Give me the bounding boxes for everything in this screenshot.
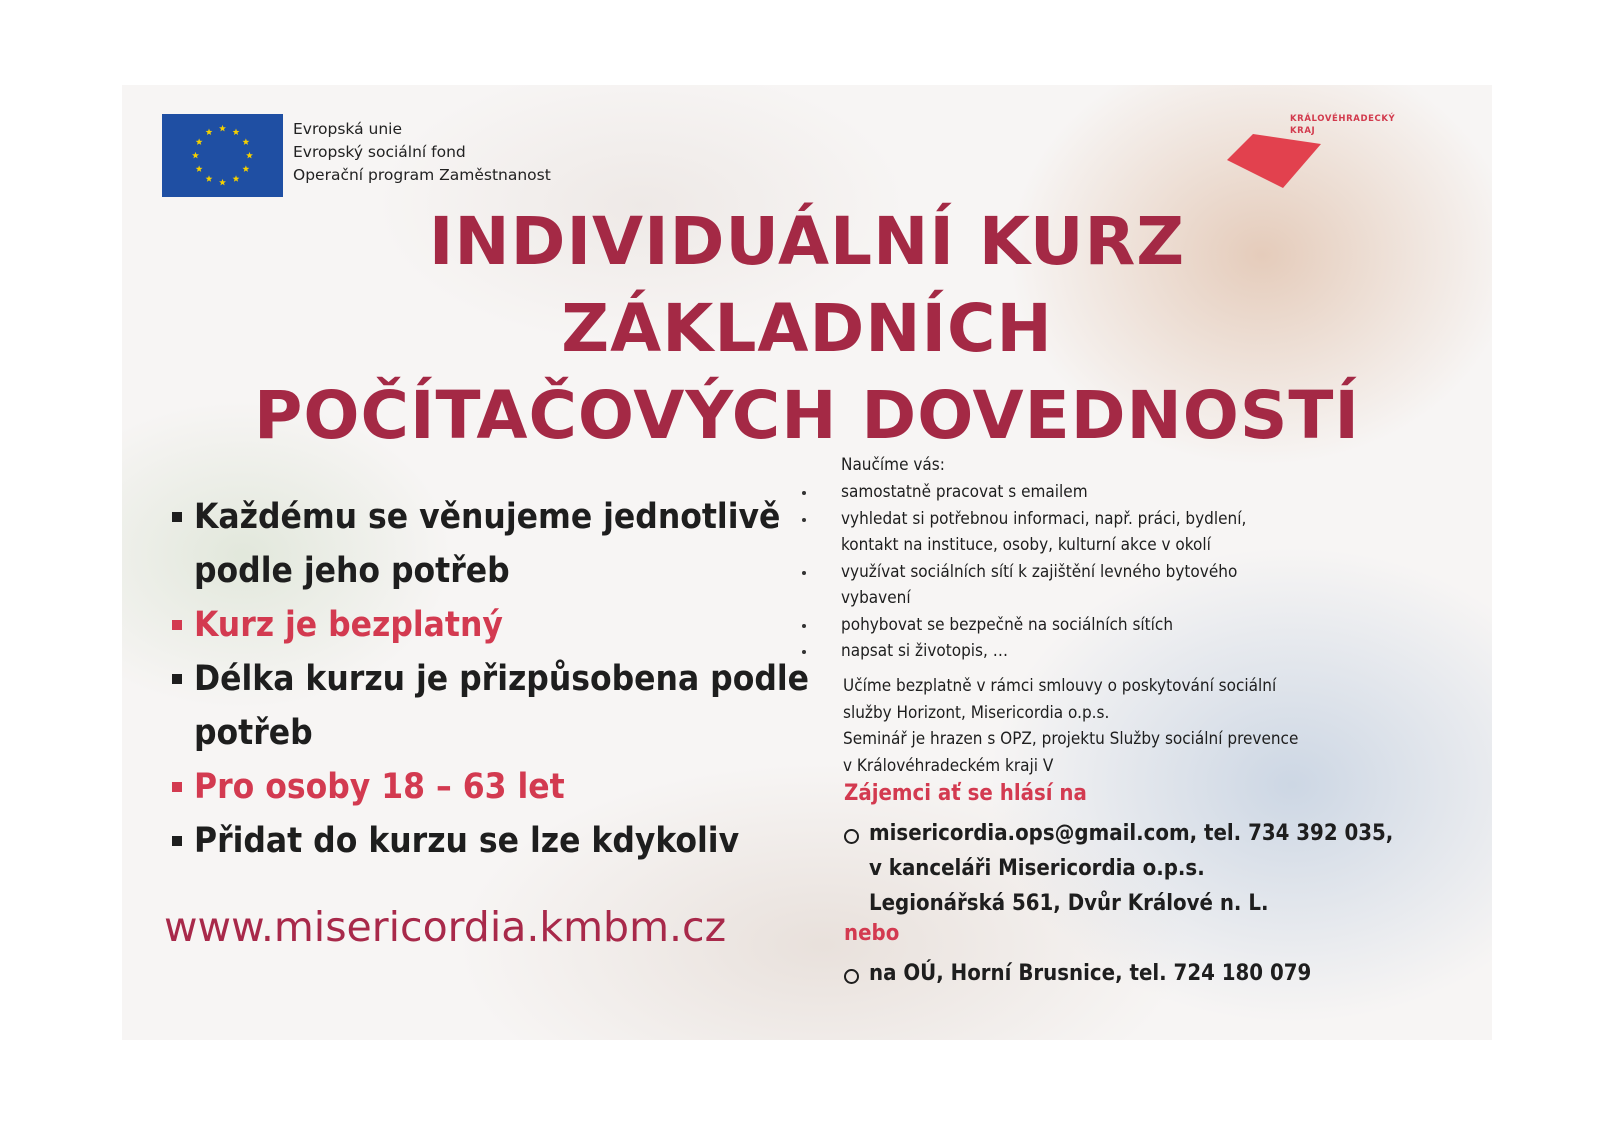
square-bullet-icon: [172, 782, 182, 792]
circle-bullet-icon: [844, 829, 859, 844]
title-line: INDIVIDUÁLNÍ KURZ: [428, 203, 1186, 280]
benefit-item: [172, 652, 812, 760]
bullet-dot-icon: [802, 650, 806, 654]
eu-line: Operační program Zaměstnanost: [293, 166, 551, 184]
info-line: Učíme bezplatně v rámci smlouvy o poskytování sociální: [843, 676, 1277, 696]
or-label: nebo: [844, 921, 900, 946]
teach-list: [792, 479, 1472, 665]
contact-line: Legionářská 561, Dvůr Králové n. L.: [869, 891, 1269, 916]
benefits-list: [172, 490, 812, 868]
benefit-item: [172, 490, 812, 598]
kraj-line: KRAJ: [1290, 126, 1316, 136]
kraj-arrow-icon: [1225, 130, 1325, 192]
benefit-item: [172, 598, 812, 652]
contact-line: na OÚ, Horní Brusnice, tel. 724 180 079: [869, 961, 1312, 986]
square-bullet-icon: [172, 836, 182, 846]
eu-stars-icon: [162, 114, 283, 197]
teach-item: [792, 612, 1472, 639]
eu-flag-logo: [162, 114, 283, 197]
contact-line: v kanceláři Misericordia o.p.s.: [869, 856, 1205, 881]
benefit-text: Kurz je bezplatný: [194, 605, 503, 645]
teach-item: [792, 638, 1472, 665]
eu-line: Evropský sociální fond: [293, 143, 466, 161]
teach-text: pohybovat se bezpečně na sociálních sítích: [841, 614, 1174, 635]
website-link[interactable]: www.misericordia.kmbm.cz: [164, 903, 727, 951]
info-line: v Královéhradeckém kraji V: [843, 755, 1054, 776]
info-line: služby Horizont, Misericordia o.p.s.: [843, 702, 1110, 723]
benefit-text: Pro osoby 18 – 63 let: [194, 767, 565, 807]
contact-secondary: [844, 956, 1311, 991]
teach-text: samostatně pracovat s emailem: [841, 482, 1088, 502]
title-line: ZÁKLADNÍCH: [561, 290, 1053, 367]
benefit-item: [172, 814, 812, 868]
teach-item: [792, 479, 1472, 506]
eu-star-icon: [233, 129, 240, 136]
teach-item: [792, 559, 1301, 612]
circle-bullet-icon: [844, 969, 859, 984]
benefit-text: Délka kurzu je přizpůsobena podle potřeb: [194, 659, 810, 753]
eu-star-icon: [233, 175, 240, 182]
eu-star-icon: [242, 138, 249, 145]
bullet-dot-icon: [802, 518, 806, 522]
eu-star-icon: [246, 152, 253, 159]
eu-line: Evropská unie: [293, 120, 403, 138]
teach-heading: Naučíme vás:: [841, 455, 945, 475]
info-paragraph: [843, 673, 1443, 779]
square-bullet-icon: [172, 512, 182, 522]
eu-star-icon: [196, 138, 203, 145]
teach-text: vyhledat si potřebnou informaci, např. práci, bydlení, kontakt na instituce, osoby, kulturní akce v okolí: [841, 508, 1247, 555]
teach-text: využívat sociálních sítí k zajištění levného bytového vybavení: [841, 561, 1238, 608]
eu-star-icon: [192, 152, 199, 159]
benefit-text: Každému se věnujeme jednotlivě podle jeho potřeb: [194, 497, 781, 591]
eu-star-icon: [219, 179, 226, 186]
bullet-dot-icon: [802, 624, 806, 628]
title-line: POČÍTAČOVÝCH DOVEDNOSTÍ: [254, 377, 1360, 454]
eu-star-icon: [206, 175, 213, 182]
course-title: [122, 198, 1492, 459]
poster: [122, 85, 1492, 1040]
info-line: Seminář je hrazen s OPZ, projektu Služby sociální prevence: [843, 729, 1299, 749]
contact-heading: Zájemci ať se hlásí na: [844, 781, 1087, 806]
bullet-dot-icon: [802, 491, 806, 495]
teach-text: napsat si životopis, …: [841, 641, 1009, 661]
eu-star-icon: [219, 125, 226, 132]
eu-star-icon: [196, 165, 203, 172]
eu-funding-text: [293, 118, 551, 187]
benefit-text: Přidat do kurzu se lze kdykoliv: [194, 821, 740, 861]
eu-star-icon: [206, 129, 213, 136]
benefit-item: [172, 760, 812, 814]
bullet-dot-icon: [802, 571, 806, 575]
contact-primary: [844, 816, 1393, 921]
square-bullet-icon: [172, 620, 182, 630]
teach-item: [792, 506, 1301, 559]
contact-line[interactable]: misericordia.ops@gmail.com, tel. 734 392 035,: [869, 821, 1394, 846]
square-bullet-icon: [172, 674, 182, 684]
kraj-line: KRÁLOVÉHRADECKÝ: [1290, 114, 1396, 124]
eu-star-icon: [242, 165, 249, 172]
